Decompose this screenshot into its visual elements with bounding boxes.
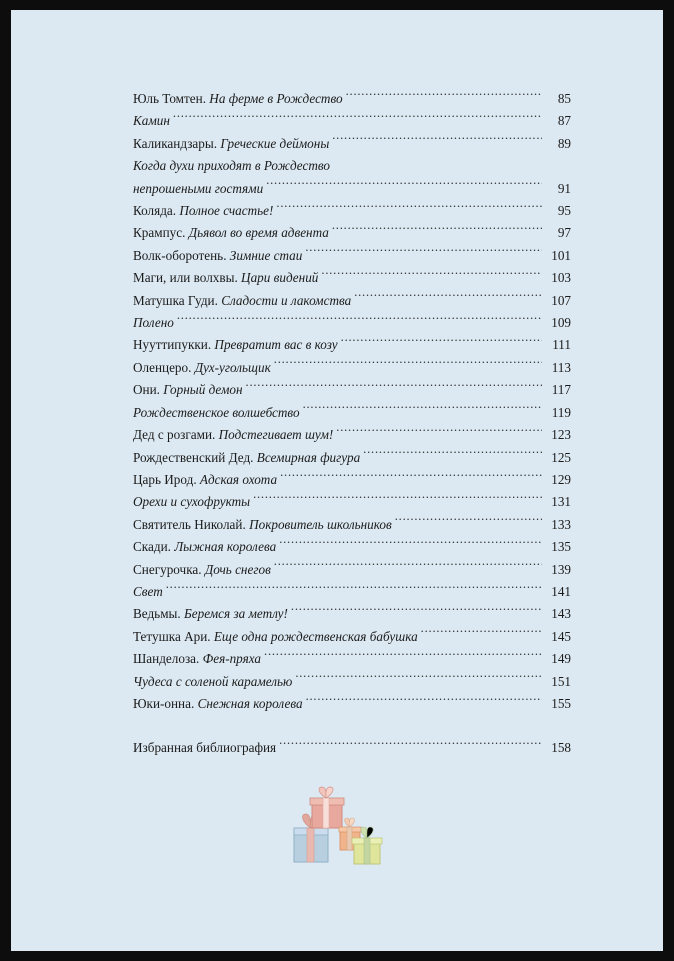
dot-leader (279, 538, 542, 551)
toc-entry-page-number: 85 (557, 91, 571, 106)
toc-entry-page-number: 133 (551, 516, 571, 532)
toc-entry-page-number: 129 (551, 471, 571, 487)
dot-leader (421, 628, 542, 641)
toc-entry-title: Оленцеро. Дух-угольщик (133, 359, 271, 375)
table-of-contents (133, 88, 571, 760)
toc-entry-page-number: 158 (551, 740, 571, 756)
toc-entry[interactable] (133, 222, 571, 244)
toc-entry[interactable] (133, 514, 571, 536)
dot-leader (306, 695, 542, 708)
dot-leader (395, 516, 542, 529)
dot-leader (336, 426, 542, 439)
dot-leader (303, 404, 542, 417)
toc-entry-title: Полено (133, 315, 174, 331)
toc-entry-page-number: 119 (551, 404, 571, 420)
toc-entry-page-number: 109 (551, 315, 571, 331)
toc-entry-page-number: 143 (551, 606, 571, 622)
toc-entry[interactable] (133, 88, 571, 110)
toc-entry-title: Тетушка Ари. Еще одна рождественская бабушка (133, 628, 418, 644)
toc-entry[interactable] (133, 671, 571, 693)
toc-entry-page-number: 101 (551, 247, 571, 263)
toc-entry-page-number: 135 (551, 539, 571, 555)
toc-entry-title: Волк-оборотень. Зимние стаи (133, 247, 303, 263)
toc-entry[interactable] (133, 491, 571, 513)
toc-entry[interactable] (133, 267, 571, 289)
toc-entry[interactable] (133, 200, 571, 222)
toc-entry[interactable] (133, 245, 571, 267)
toc-entry-title: Крампус. Дьявол во время адвента (133, 225, 329, 241)
toc-entry-title: Коляда. Полное счастье! (133, 203, 274, 219)
toc-entry[interactable] (133, 133, 571, 155)
toc-entry[interactable] (133, 626, 571, 648)
toc-entry[interactable] (133, 402, 571, 424)
toc-entry-title: Свет (133, 583, 163, 599)
toc-entry-title: Маги, или волхвы. Цари видений (133, 270, 319, 286)
toc-entry-page-number: 117 (551, 382, 571, 398)
dot-leader (246, 381, 542, 394)
dot-leader (266, 180, 542, 193)
toc-entry-title: Юки-онна. Снежная королева (133, 695, 303, 711)
toc-entry-page-number: 151 (551, 673, 571, 689)
dot-leader (354, 292, 542, 305)
toc-entry-title: Нууттипукки. Превратит вас в козу (133, 337, 338, 353)
toc-entry-page-number: 97 (557, 225, 571, 241)
dot-leader (291, 605, 542, 618)
toc-entry[interactable] (133, 312, 571, 334)
dot-leader (295, 673, 542, 686)
gift-boxes-illustration (11, 786, 663, 882)
toc-entry-page-number: 107 (551, 292, 571, 308)
toc-entry[interactable] (133, 334, 571, 356)
dot-leader (341, 336, 542, 349)
toc-entry[interactable] (133, 379, 571, 401)
dot-leader (274, 359, 542, 372)
toc-entry-page-number: 103 (551, 270, 571, 286)
toc-entry-page-number: 89 (557, 135, 571, 151)
toc-entry[interactable] (133, 693, 571, 715)
toc-entry-page-number: 123 (551, 427, 571, 443)
toc-entry[interactable] (133, 110, 571, 132)
book-page (11, 10, 663, 951)
toc-entry-page-number: 145 (551, 628, 571, 644)
dot-leader (279, 739, 542, 752)
toc-entry-title: Чудеса с соленой карамелью (133, 673, 293, 689)
toc-entry-title: Они. Горный демон (133, 382, 243, 398)
toc-entry-title: Рождественское волшебство (133, 404, 300, 420)
toc-entry-page-number: 139 (551, 561, 571, 577)
toc-entry-title: Шанделоза. Фея-пряха (133, 651, 262, 667)
toc-entry-title: Камин (133, 113, 170, 129)
toc-entry-title: Дед с розгами. Подстегивает шум! (133, 427, 334, 443)
dot-leader (332, 135, 542, 148)
dot-leader (321, 269, 542, 282)
dot-leader (264, 650, 542, 663)
toc-entry-page-number: 149 (551, 651, 571, 667)
dot-leader (346, 90, 542, 103)
toc-entry-page-number: 155 (551, 695, 571, 711)
toc-entry[interactable] (133, 469, 571, 491)
toc-entry[interactable] (133, 155, 571, 177)
toc-entry-title: Рождественский Дед. Всемирная фигура (133, 449, 361, 465)
dot-leader (305, 247, 542, 260)
dot-leader (276, 202, 542, 215)
toc-entry[interactable] (133, 447, 571, 469)
toc-entry-title: Скади. Лыжная королева (133, 539, 277, 555)
toc-entry[interactable] (133, 357, 571, 379)
toc-entry-page-number: 113 (551, 359, 571, 375)
toc-entry-title: Снегурочка. Дочь снегов (133, 561, 271, 577)
toc-entry-title: Избранная библиография (133, 740, 277, 756)
toc-entry-title: Юль Томтен. На ферме в Рождество (133, 91, 343, 106)
toc-entry[interactable] (133, 648, 571, 670)
toc-entry[interactable] (133, 424, 571, 446)
toc-entry-page-number: 141 (551, 583, 571, 599)
toc-entry[interactable] (133, 178, 571, 200)
toc-entry-title: Каликандзары. Греческие деймоны (133, 135, 330, 151)
toc-entry[interactable] (133, 559, 571, 581)
toc-entry-title: Святитель Николай. Покровитель школьников (133, 516, 392, 532)
bibliography-section (133, 737, 571, 759)
toc-entry[interactable] (133, 290, 571, 312)
dot-leader (332, 224, 542, 237)
toc-entry-title: непрошеными гостями (133, 180, 264, 196)
toc-entry-title: Царь Ирод. Адская охота (133, 471, 278, 487)
dot-leader (274, 561, 542, 574)
dot-leader (253, 493, 542, 506)
toc-entry-page-number: 125 (551, 449, 571, 465)
toc-entry-page-number: 91 (557, 180, 571, 196)
dot-leader (280, 471, 542, 484)
dot-leader (166, 583, 542, 596)
toc-entry[interactable] (133, 603, 571, 625)
toc-entry-page-number: 87 (557, 113, 571, 129)
toc-entry-bibliography[interactable] (133, 737, 571, 759)
toc-entry-title: Орехи и сухофрукты (133, 494, 251, 510)
toc-entry-title: Матушка Гуди. Сладости и лакомства (133, 292, 352, 308)
toc-entry-page-number: 111 (552, 337, 571, 353)
dot-leader (177, 314, 542, 327)
dot-leader (173, 112, 542, 125)
toc-entry-page-number: 131 (551, 494, 571, 510)
toc-entry[interactable] (133, 581, 571, 603)
dot-leader (363, 449, 542, 462)
toc-entry-title: Ведьмы. Беремся за метлу! (133, 606, 288, 622)
toc-entry[interactable] (133, 536, 571, 558)
toc-entry-page-number: 95 (557, 203, 571, 219)
toc-entry-title: Когда духи приходят в Рождество (133, 158, 330, 174)
